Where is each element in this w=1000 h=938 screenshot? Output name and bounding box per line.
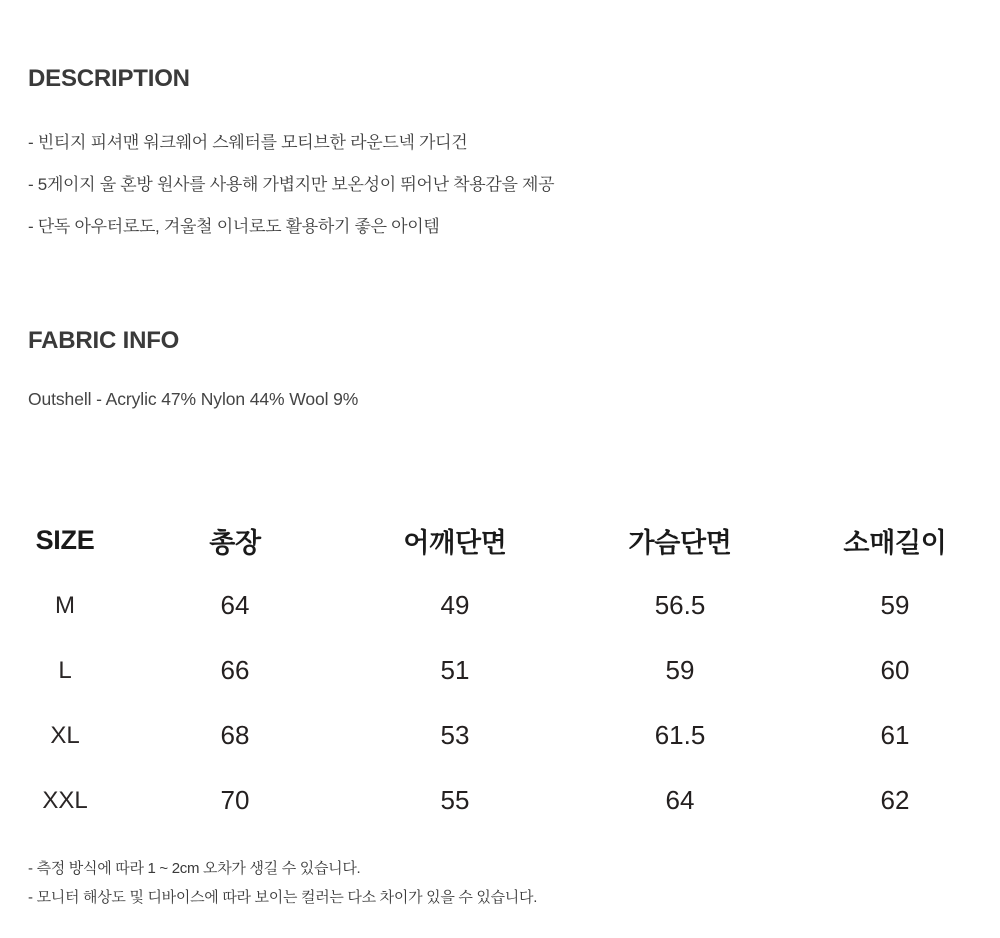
description-bullet: - 빈티지 피셔맨 워크웨어 스웨터를 모티브한 라운드넥 가디건 <box>28 133 468 152</box>
total-length-value: 64 <box>220 590 250 620</box>
size-label: L <box>58 656 72 684</box>
size-table-header-row <box>0 508 1000 573</box>
chest-value: 59 <box>665 655 695 685</box>
column-header-shoulder: 어깨단면 <box>403 528 507 558</box>
shoulder-value: 53 <box>440 720 470 750</box>
table-row-m <box>0 573 1000 638</box>
column-header-size: SIZE <box>35 525 95 555</box>
measurement-note: - 측정 방식에 따라 1 ~ 2cm 오차가 생길 수 있습니다. <box>28 860 361 877</box>
total-length-value: 70 <box>220 785 250 815</box>
chest-value: 64 <box>665 785 695 815</box>
monitor-color-note: - 모니터 해상도 및 디바이스에 따라 보이는 컬러는 다소 차이가 있을 수 있습니다. <box>28 889 538 906</box>
content-area <box>0 0 1000 410</box>
table-row-xl <box>0 703 1000 768</box>
sleeve-value: 62 <box>880 785 910 815</box>
shoulder-value: 55 <box>440 785 470 815</box>
table-row-l <box>0 638 1000 703</box>
size-table <box>0 508 1000 833</box>
sleeve-value: 61 <box>880 720 910 750</box>
chest-value: 56.5 <box>654 590 706 620</box>
description-bullet: - 5게이지 울 혼방 원사를 사용해 가볍지만 보온성이 뛰어난 착용감을 제공 <box>28 175 555 194</box>
description-heading: DESCRIPTION <box>28 65 190 92</box>
shoulder-value: 49 <box>440 590 470 620</box>
column-header-chest: 가슴단면 <box>628 528 732 558</box>
size-table-body <box>0 573 1000 833</box>
column-header-total-length: 총장 <box>209 528 261 558</box>
description-bullet-list <box>28 122 972 248</box>
fabric-composition-text: Outshell - Acrylic 47% Nylon 44% Wool 9% <box>28 389 359 409</box>
shoulder-value: 51 <box>440 655 470 685</box>
fabric-info-heading: FABRIC INFO <box>28 327 180 354</box>
size-table-header <box>0 508 1000 573</box>
size-label: XL <box>50 721 80 749</box>
total-length-value: 66 <box>220 655 250 685</box>
table-row-xxl <box>0 768 1000 833</box>
sleeve-value: 59 <box>880 590 910 620</box>
sleeve-value: 60 <box>880 655 910 685</box>
column-header-sleeve: 소매길이 <box>843 528 947 558</box>
chest-value: 61.5 <box>654 720 706 750</box>
total-length-value: 68 <box>220 720 250 750</box>
disclaimer-notes <box>0 854 1000 912</box>
size-label: M <box>55 591 75 619</box>
size-label: XXL <box>42 786 88 814</box>
description-bullet: - 단독 아우터로도, 겨울철 이너로도 활용하기 좋은 아이템 <box>28 217 440 236</box>
